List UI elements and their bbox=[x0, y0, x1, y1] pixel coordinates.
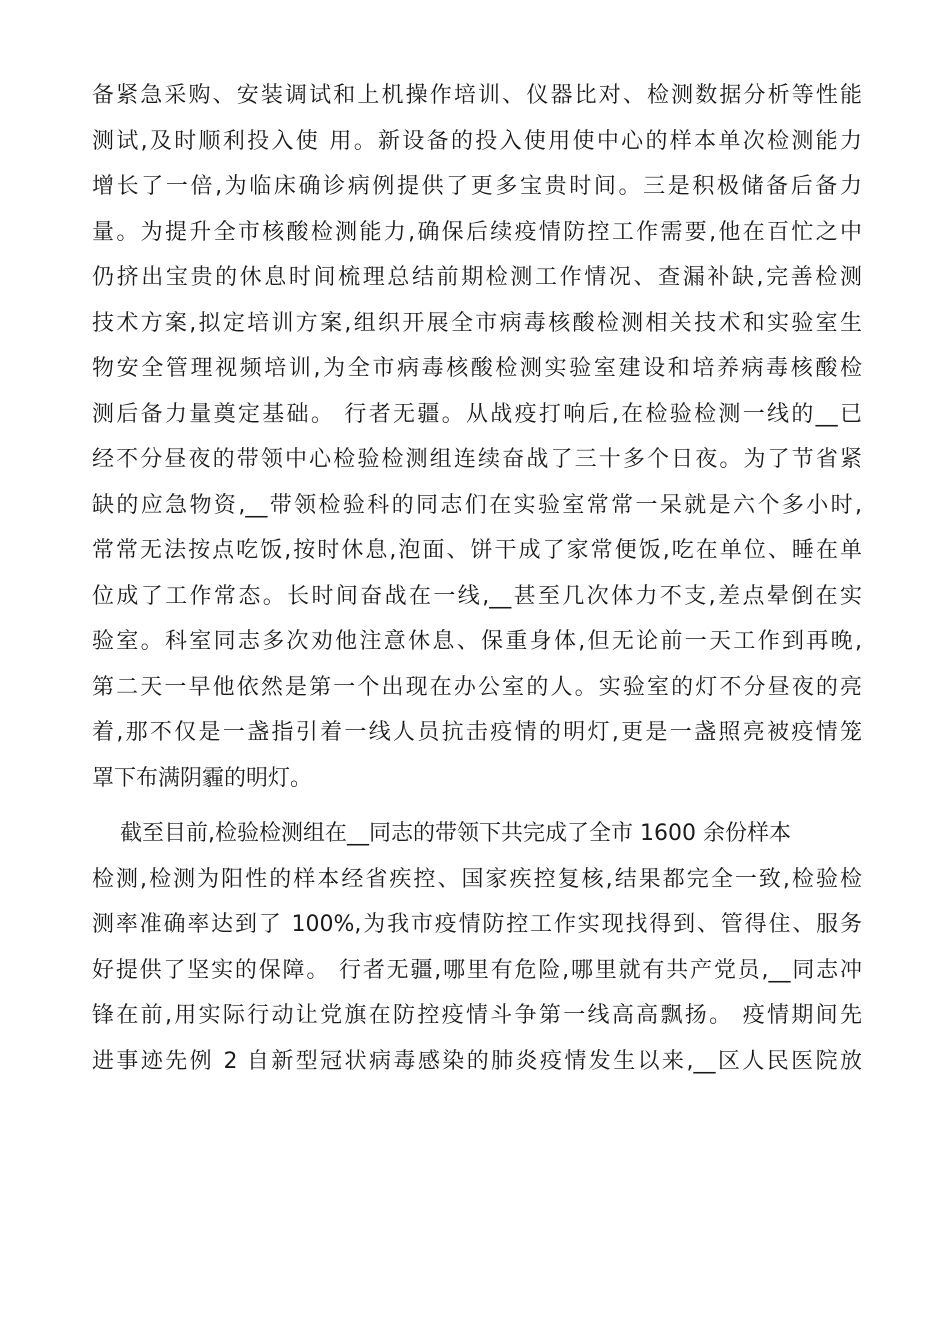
text-line: 技术方案,拟定培训方案,组织开展全市病毒核酸检测相关技术和实验室生 bbox=[92, 310, 862, 336]
text-line: 检测,检测为阳性的样本经省疾控、国家疾控复核,结果都完全一致,检验检 bbox=[92, 866, 862, 892]
paragraph-1 bbox=[92, 76, 862, 804]
text-line: 增长了一倍,为临床确诊病例提供了更多宝贵时间。三是积极储备后备力 bbox=[92, 174, 862, 199]
text-line: 物安全管理视频培训,为全市病毒核酸检测实验室建设和培养病毒核酸检 bbox=[92, 356, 862, 381]
text-line: 着,那不仅是一盏指引着一线人员抗击疫情的明灯,更是一盏照亮被疫情笼 bbox=[92, 720, 862, 745]
text-line: 锋在前,用实际行动让党旗在防控疫情斗争第一线高高飘扬。 疫情期间先 bbox=[92, 1003, 862, 1028]
paragraph-2 bbox=[92, 814, 862, 1087]
text-line: 备紧急采购、安装调试和上机操作培训、仪器比对、检测数据分析等性能 bbox=[92, 83, 862, 108]
text-line-last: 罩下布满阴霾的明灯。 bbox=[92, 765, 313, 791]
text-line: 好提供了坚实的保障。 行者无疆,哪里有危险,哪里就有共产党员,__同志冲 bbox=[92, 957, 862, 983]
text-line: 进事迹先例 2 自新型冠状病毒感染的肺炎疫情发生以来,__区人民医院放 bbox=[92, 1048, 862, 1074]
text-line-indented: 截至目前,检验检测组在__同志的带领下共完成了全市 1600 余份样本 bbox=[92, 821, 791, 846]
text-line: 缺的应急物资,__带领检验科的同志们在实验室常常一呆就是六个多小时, bbox=[92, 492, 862, 518]
text-line: 第二天一早他依然是第一个出现在办公室的人。实验室的灯不分昼夜的亮 bbox=[92, 674, 862, 700]
text-line: 经不分昼夜的带领中心检验检测组连续奋战了三十多个日夜。为了节省紧 bbox=[92, 447, 862, 472]
text-line: 测后备力量奠定基础。 行者无疆。从战疫打响后,在检验检测一线的__已 bbox=[92, 401, 862, 427]
text-line: 测率准确率达到了 100%,为我市疫情防控工作实现找得到、管得住、服务 bbox=[92, 912, 862, 937]
text-line: 仍挤出宝贵的休息时间梳理总结前期检测工作情况、查漏补缺,完善检测 bbox=[92, 265, 862, 290]
text-line: 测试,及时顺利投入使 用。新设备的投入使用使中心的样本单次检测能力 bbox=[92, 128, 862, 154]
document-body bbox=[92, 76, 862, 1087]
text-line: 量。为提升全市核酸检测能力,确保后续疫情防控工作需要,他在百忙之中 bbox=[92, 219, 862, 245]
text-line: 常常无法按点吃饭,按时休息,泡面、饼干成了家常便饭,吃在单位、睡在单 bbox=[92, 538, 862, 563]
paragraph-gap bbox=[92, 804, 862, 814]
text-line: 验室。科室同志多次劝他注意休息、保重身体,但无论前一天工作到再晚, bbox=[92, 629, 862, 654]
text-line: 位成了工作常态。长时间奋战在一线,__甚至几次体力不支,差点晕倒在实 bbox=[92, 583, 862, 609]
